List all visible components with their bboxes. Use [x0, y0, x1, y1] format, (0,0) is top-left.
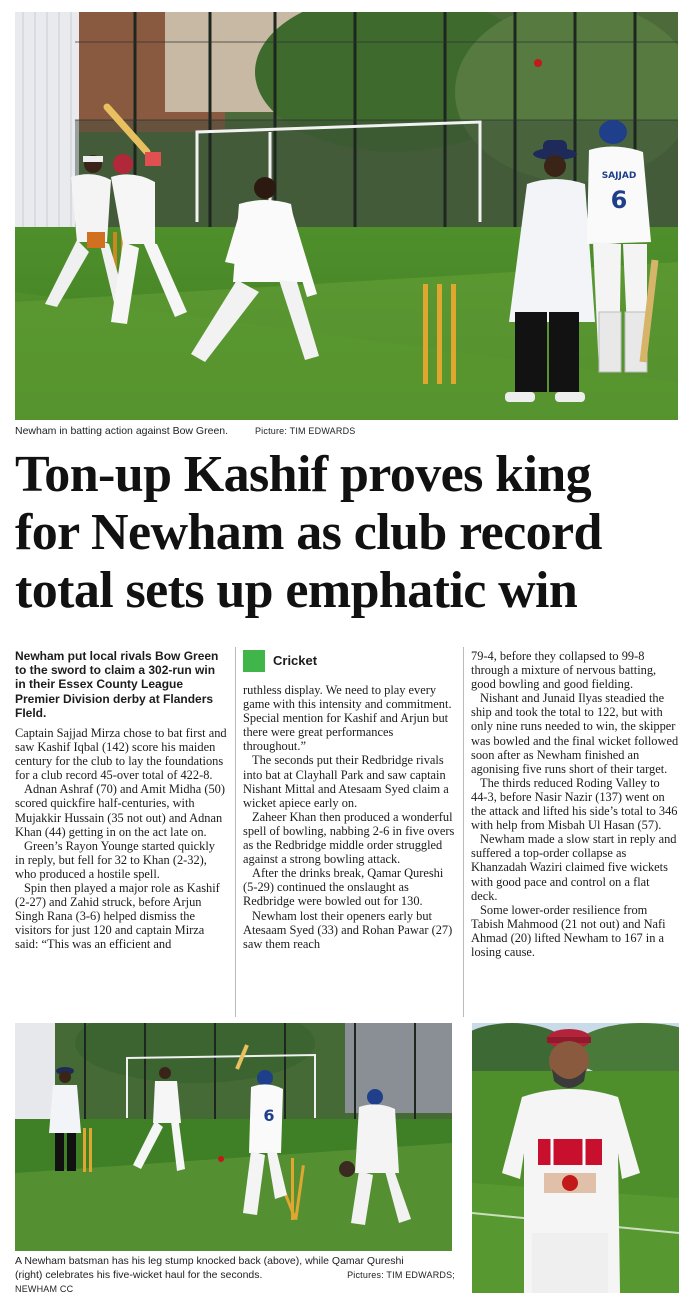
section-tag	[243, 649, 455, 673]
bottom-left-photo	[15, 1023, 452, 1251]
headline-line-1: Ton-up Kashif proves king	[15, 446, 592, 503]
article-paragraph: ruthless display. We need to play every game with this intensity and commitment. Special mention for Kashif and Arjun but there were great performances throughout.”	[243, 683, 452, 754]
headline	[15, 446, 675, 620]
article-paragraph: Captain Sajjad Mirza chose to bat first and saw Kashif Iqbal (142) score his maiden century for the club to lay the foundations for a club record 45-over total of 422-8.	[15, 726, 227, 783]
article-column-1	[15, 649, 227, 952]
article-paragraph: Green’s Rayon Younge started quickly in reply, but fell for 32 to Khan (2-32), who produced a hostile spell.	[15, 838, 215, 881]
article-paragraph: Adnan Ashraf (70) and Amit Midha (50) scored quickfire half-centuries, with Mujakkir Hussain (35 not out) and Adnan Khan (44) getting in on the act late on.	[15, 782, 225, 839]
article-paragraph: Newham lost their openers early but Atesaam Syed (33) and Rohan Pawar (27) saw them reach	[243, 908, 453, 951]
column-divider	[463, 647, 464, 1017]
bottom-right-photo	[472, 1023, 679, 1293]
section-label: Cricket	[273, 652, 318, 668]
section-color-square	[243, 650, 265, 672]
article-paragraph: Zaheer Khan then produced a wonderful spell of bowling, nabbing 2-6 in five overs as the Redbridge middle order struggled against a strong bowling attack.	[243, 809, 455, 867]
article-paragraph: After the drinks break, Qamar Qureshi (5-29) continued the onslaught as Redbridge were bowled out for 130.	[243, 866, 444, 909]
bottom-caption-credit-2: NEWHAM CC	[15, 1284, 74, 1294]
article-intro: Newham put local rivals Bow Green to the sword to claim a 302-run win in their Essex County League Premier Division derby at Flanders FIeld.	[15, 649, 219, 720]
top-caption-text: Newham in batting action against Bow Green.	[15, 425, 229, 437]
bottom-photo-caption	[15, 1254, 455, 1296]
article-paragraph: Spin then played a major role as Kashif (2-27) and Zahid struck, before Arjun Singh Rana (3-6) helped dismiss the visitors for just 120 and captain Mirza said: “This was an efficient and	[15, 881, 220, 952]
article-paragraph: The thirds reduced Roding Valley to 44-3, before Nasir Nazir (137) went on the attack and lifted his side’s total to 346 with help from Misbah Ul Hasan (57).	[471, 775, 678, 833]
article-paragraph: Newham made a slow start in reply and suffered a top-order collapse as Khanzadah Waziri claimed five wickets with good pace and control on a flat deck.	[471, 832, 677, 903]
bottom-caption-line-2: (right) celebrates his five-wicket haul for the seconds.	[15, 1269, 263, 1281]
article-paragraph: 79-4, before they collapsed to 99-8 through a mixture of nervous batting, good bowling and good fielding.	[471, 649, 657, 692]
top-photo	[15, 12, 678, 420]
article-paragraph: The seconds put their Redbridge rivals into bat at Clayhall Park and saw captain Nishant Mittal and Atesaam Syed claim a wicket apiece early on.	[243, 753, 449, 810]
column-divider	[235, 647, 236, 1017]
article-column-3	[471, 649, 679, 959]
bottom-caption-line-1: A Newham batsman has his leg stump knocked back (above), while Qamar Qureshi	[15, 1255, 404, 1267]
article-column-2	[243, 649, 455, 951]
bottom-caption-credit: Pictures: TIM EDWARDS;	[347, 1270, 455, 1280]
top-caption-credit: Picture: TIM EDWARDS	[254, 426, 356, 436]
top-photo-caption	[15, 424, 355, 438]
article-paragraph: Nishant and Junaid Ilyas steadied the ship and took the total to 122, but with only nine runs needed to win, the skipper was bowled and the final wicket followed soon after as Newham finished an agonising five runs short of their target.	[471, 691, 679, 776]
headline-line-3: total sets up emphatic win	[15, 562, 578, 619]
top-shirt-number: 6	[610, 186, 628, 214]
headline-line-2: for Newham as club record	[15, 504, 602, 561]
bottom-shirt-number: 6	[263, 1106, 275, 1125]
article-paragraph: Some lower-order resilience from Tabish Mahmood (21 not out) and Nafi Ahmad (20) lifted Newham to 167 in a losing cause.	[471, 902, 666, 959]
top-shirt-text: SAJJAD	[601, 171, 637, 181]
